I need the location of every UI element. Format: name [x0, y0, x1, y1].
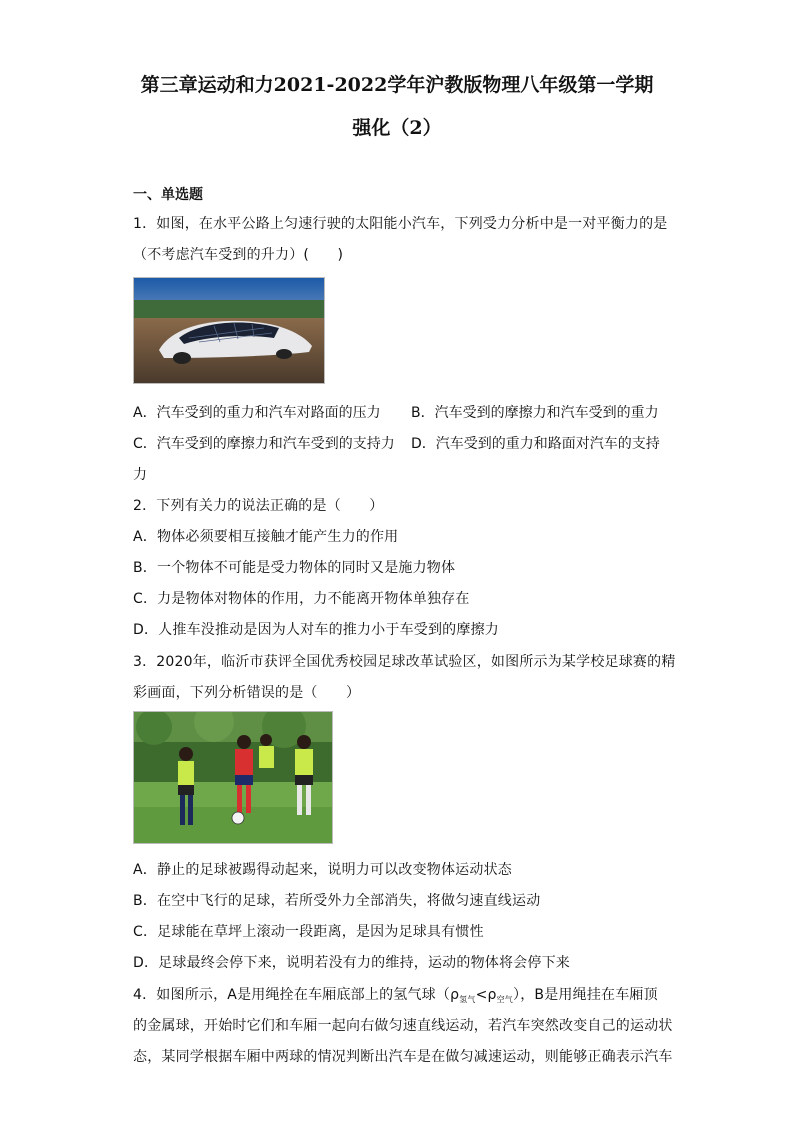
q4-less-than: <ρ	[475, 987, 497, 1003]
q4-stem-line2: 的金属球，开始时它们和车厢一起向右做匀速直线运动，若汽车突然改变自己的运动状	[133, 1018, 673, 1034]
q3-option-a: A．静止的足球被踢得动起来，说明力可以改变物体运动状态	[133, 862, 512, 878]
q2-option-c: C．力是物体对物体的作用，力不能离开物体单独存在	[133, 591, 470, 607]
q2-option-d: D．人推车没推动是因为人对车的推力小于车受到的摩擦力	[133, 622, 499, 638]
document-title-line2: 强化（2）	[352, 117, 442, 139]
section-heading: 一、单选题	[133, 187, 203, 203]
q4-subscript-air: 空气	[496, 995, 514, 1004]
q3-option-c: C．足球能在草坪上滚动一段距离，是因为足球具有惯性	[133, 924, 484, 940]
q3-stem-line2: 彩画面，下列分析错误的是（ ）	[133, 685, 361, 701]
solar-car-image	[133, 277, 325, 384]
q1-option-d: D．汽车受到的重力和路面对汽车的支持	[411, 436, 660, 452]
q1-option-b: B．汽车受到的摩擦力和汽车受到的重力	[411, 405, 659, 421]
document-title-line1: 第三章运动和力2021-2022学年沪教版物理八年级第一学期	[140, 74, 654, 96]
q1-option-a: A．汽车受到的重力和汽车对路面的压力	[133, 405, 381, 421]
q1-option-d-continued: 力	[133, 467, 147, 483]
q4-stem-line3: 态，某同学根据车厢中两球的情况判断出汽车是在做匀减速运动，则能够正确表示汽车	[133, 1049, 673, 1065]
q3-option-b: B．在空中飞行的足球，若所受外力全部消失，将做匀速直线运动	[133, 893, 541, 909]
q1-stem-line2: （不考虑汽车受到的升力）( )	[133, 247, 344, 263]
q2-stem: 2．下列有关力的说法正确的是（ ）	[133, 498, 384, 514]
q4-line1-b: ），B是用绳挂在车厢顶	[513, 987, 658, 1003]
q2-option-b: B．一个物体不可能是受力物体的同时又是施力物体	[133, 560, 456, 576]
q1-stem-line1: 1．如图，在水平公路上匀速行驶的太阳能小汽车，下列受力分析中是一对平衡力的是	[133, 216, 668, 232]
q4-stem-line1	[133, 984, 673, 1005]
q3-stem-line1: 3．2020年，临沂市获评全国优秀校园足球改革试验区，如图所示为某学校足球赛的精	[133, 654, 676, 670]
q1-option-c: C．汽车受到的摩擦力和汽车受到的支持力	[133, 436, 395, 452]
football-match-image	[133, 711, 333, 844]
q4-line1-a: 4．如图所示，A是用绳拴在车厢底部上的氢气球（ρ	[133, 987, 460, 1003]
q2-option-a: A．物体必须要相互接触才能产生力的作用	[133, 529, 399, 545]
q3-option-d: D．足球最终会停下来，说明若没有力的维持，运动的物体将会停下来	[133, 955, 570, 971]
q4-subscript-hydrogen: 氢气	[459, 995, 476, 1004]
